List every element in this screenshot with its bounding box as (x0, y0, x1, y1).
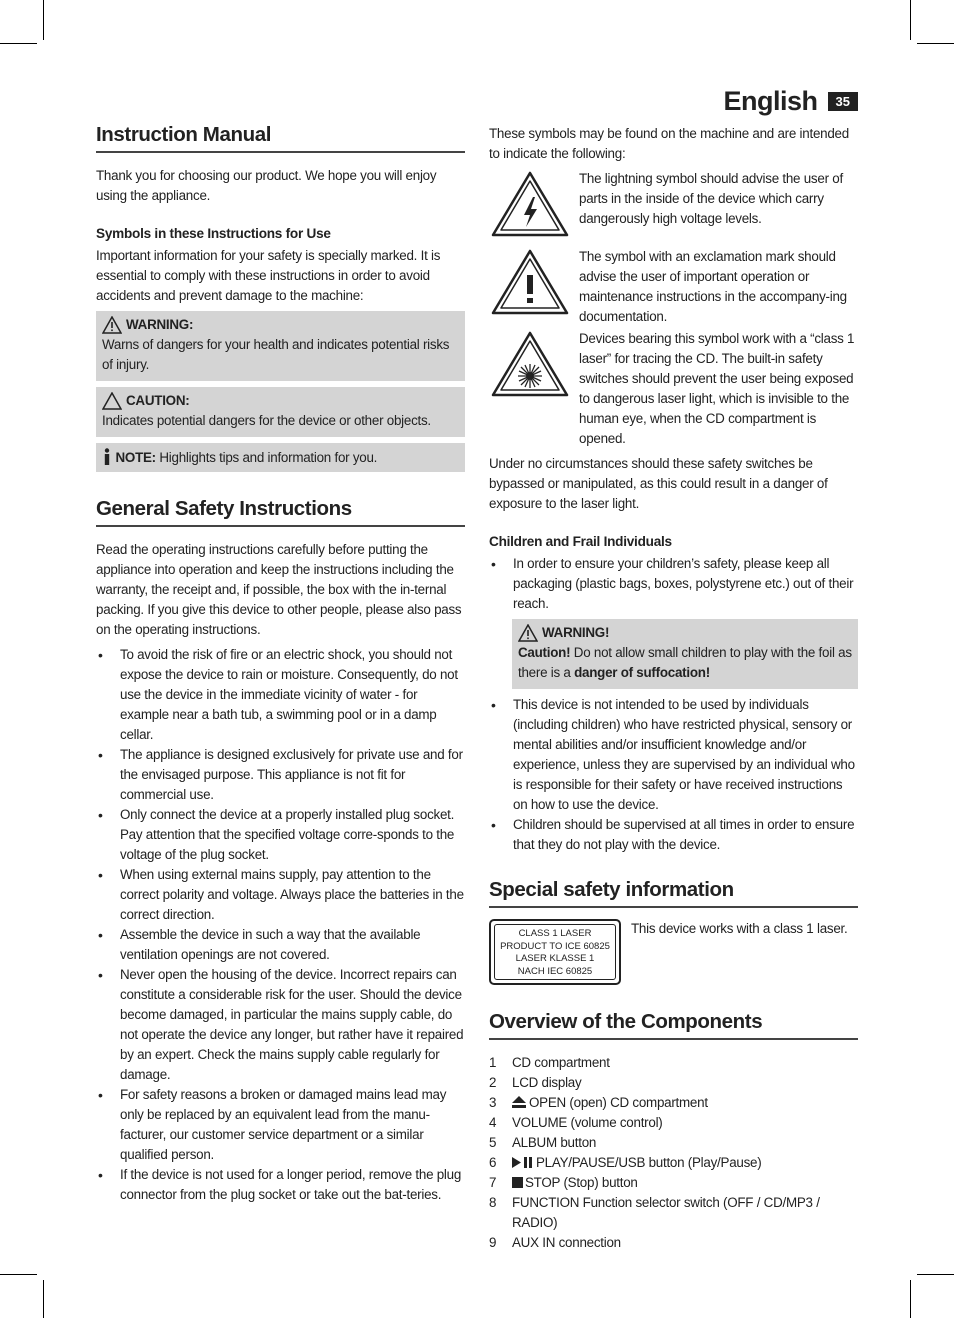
item-text-wrap (512, 1173, 858, 1193)
item-number: 9 (489, 1235, 497, 1250)
item-text-wrap (512, 1093, 858, 1113)
item-text: OPEN (open) CD compartment (529, 1095, 708, 1110)
switches-text: Under no circumstances should these safety switches be bypassed or manipulated, as this could result in a danger of exposure to the laser light. (489, 456, 828, 511)
children-warning-body (518, 643, 852, 683)
list-item (489, 1173, 858, 1193)
class1-laser-label (489, 919, 621, 985)
item-number: 8 (489, 1195, 497, 1210)
symbol-icon-cell (489, 169, 571, 237)
item-text-wrap (512, 1153, 858, 1173)
item-number: 4 (489, 1115, 497, 1130)
item-text: AUX IN connection (512, 1235, 621, 1250)
item-number: 3 (489, 1095, 497, 1110)
crop-mark (43, 0, 44, 40)
symbol-row-exclamation (489, 247, 858, 327)
crop-mark (0, 43, 37, 44)
general-safety-intro: Read the operating instructions carefully before putting the appliance into operation and keep the instructions including the warranty, the receipt and, if possible, the box with the in-ternal packing. If you give this device to other people, please also pass on the operating instructions. (96, 542, 462, 637)
laser-label-line: NACH IEC 60825 (517, 965, 593, 977)
children-list-2 (489, 695, 858, 855)
caution-label-row (102, 391, 459, 411)
item-text: VOLUME (volume control) (512, 1115, 663, 1130)
laser-symbol-text: Devices bearing this symbol work with a “class 1 laser” for tracing the CD. The built-in safety switches should prevent the user being exposed to dangerous laser light, which is invisible to the human eye, when the CD compartment is opened. (579, 331, 855, 446)
laser-label-inner (494, 924, 616, 980)
laser-label-line: CLASS 1 LASER (518, 928, 592, 939)
list-item (489, 1133, 858, 1153)
caution-triangle-icon (102, 392, 122, 410)
note-box (96, 443, 465, 472)
list-item (489, 1053, 858, 1073)
children-warning-box (512, 619, 858, 689)
item-text: PLAY/PAUSE/USB button (Play/Pause) (536, 1155, 762, 1170)
warning-label: WARNING: (126, 317, 194, 332)
exclamation-symbol-text: The symbol with an exclamation mark should advise the user of important operation or maintenance instructions in the accompany-ing documentation. (579, 249, 847, 324)
eject-icon (512, 1096, 526, 1108)
item-number: 2 (489, 1075, 497, 1090)
children-heading: Children and Frail Individuals (489, 534, 672, 549)
symbol-row-lightning (489, 169, 858, 237)
caution-box (96, 387, 465, 437)
caution-text: Indicates potential dangers for the device or other objects. (102, 413, 431, 428)
warning-label-row (102, 315, 459, 335)
components-list (489, 1053, 858, 1253)
exclamation-warning-icon (491, 249, 569, 315)
item-text: LCD display (512, 1075, 582, 1090)
crop-mark (917, 1274, 954, 1275)
lightning-symbol-text: The lightning symbol should advise the user of parts in the inside of the device which carry dangerously high voltage levels. (579, 171, 843, 226)
crop-mark (43, 1280, 44, 1318)
laser-label-line: LASER KLASSE 1 (515, 953, 595, 964)
caution-word: Caution! (518, 645, 571, 660)
item-text: STOP (Stop) button (525, 1175, 638, 1190)
crop-mark (910, 1280, 911, 1318)
list-item (489, 1093, 858, 1113)
note-text: Highlights tips and information for you. (159, 450, 378, 465)
special-safety-text: This device works with a class 1 laser. (631, 921, 848, 936)
list-item: • In order to ensure your children’s safety, please keep all packaging (plastic bags, boxes, polystyrene etc.) out of their reach. (489, 554, 858, 614)
laser-label-line: PRODUCT TO ICE 60825 (500, 940, 610, 952)
list-item (489, 1113, 858, 1133)
laser-label-row (489, 919, 858, 985)
item-number: 6 (489, 1155, 497, 1170)
item-text: ALBUM button (512, 1135, 597, 1150)
item-number: 5 (489, 1135, 497, 1150)
info-icon (102, 448, 112, 465)
list-item (489, 1073, 858, 1093)
general-safety-list (96, 645, 465, 1205)
page-number: 35 (828, 92, 858, 111)
symbols-intro: These symbols may be found on the machine and are intended to indicate the following: (489, 126, 849, 161)
warning-triangle-icon (102, 316, 122, 334)
children-warning-label: WARNING! (542, 625, 610, 640)
lightning-warning-icon (491, 171, 569, 237)
instruction-manual-heading: Instruction Manual (96, 122, 465, 153)
intro-text: Thank you for choosing our product. We hope you will enjoy using the appliance. (96, 168, 437, 203)
symbol-row-laser (489, 329, 858, 449)
warning-box (96, 311, 465, 381)
list-item: • Only connect the device at a properly installed plug socket. Pay attention that the specified voltage corre-sponds to the voltage of the plug socket. (96, 805, 465, 865)
symbols-heading: Symbols in these Instructions for Use (96, 226, 331, 241)
item-text: CD compartment (512, 1055, 610, 1070)
list-item (489, 1153, 858, 1173)
item-number: 7 (489, 1175, 497, 1190)
warning-triangle-icon (518, 624, 538, 642)
overview-heading: Overview of the Components (489, 1009, 858, 1040)
list-item: • Assemble the device in such a way that the available ventilation openings are not covered. (96, 925, 465, 965)
children-warning-label-row (518, 623, 852, 643)
list-item: • When using external mains supply, pay attention to the correct polarity and voltage. Always place the batteries in the correct direction. (96, 865, 465, 925)
children-warning-text: Do not allow small children to play with the foil as there is a (518, 645, 852, 680)
left-column (96, 122, 465, 1205)
page-header (724, 86, 858, 117)
crop-mark (917, 43, 954, 44)
crop-mark (0, 1274, 37, 1275)
list-item: • Never open the housing of the device. Incorrect repairs can constitute a considerable risk for the user. Should the device become damaged, in particular the mains supply cable, do not operate the device any longer, but rather have it repaired by an expert. Check the mains supply cable regularly for damage. (96, 965, 465, 1085)
children-list (489, 554, 858, 614)
crop-mark (910, 0, 911, 40)
laser-warning-icon (491, 331, 569, 397)
suffocation-warning: danger of suffocation! (574, 665, 710, 680)
list-item: • The appliance is designed exclusively for private use and for the envisaged purpose. This appliance is not fit for commercial use. (96, 745, 465, 805)
note-label: NOTE: (115, 450, 156, 465)
special-safety-heading: Special safety information (489, 877, 858, 908)
stop-icon (512, 1177, 523, 1188)
list-item (489, 1233, 858, 1253)
list-item: • This device is not intended to be used by individuals (including children) who have restricted physical, sensory or mental abilities and/or insufficient knowledge and/or experience, unless they are supervised by an individual who is responsible for their safety or have received instructions on how to use the device. (489, 695, 858, 815)
list-item: • If the device is not used for a longer period, remove the plug connector from the plug socket or take out the bat-teries. (96, 1165, 465, 1205)
play-pause-icon (512, 1157, 534, 1168)
list-item: • To avoid the risk of fire or an electric shock, you should not expose the device to rain or moisture. Consequently, do not use the device in the immediate vicinity of water - for example near a bath tub, a swimming pool or in a damp cellar. (96, 645, 465, 745)
caution-label: CAUTION: (126, 393, 190, 408)
item-text: FUNCTION Function selector switch (OFF / CD/MP3 / RADIO) (512, 1195, 820, 1230)
list-item: • Children should be supervised at all times in order to ensure that they do not play with the device. (489, 815, 858, 855)
item-number: 1 (489, 1055, 497, 1070)
language-title: English (723, 86, 818, 116)
warning-text: Warns of dangers for your health and indicates potential risks of injury. (102, 337, 450, 372)
symbols-text: Important information for your safety is specially marked. It is essential to comply with these instructions in order to avoid accidents and prevent damage to the machine: (96, 248, 441, 303)
symbol-icon-cell (489, 329, 571, 449)
list-item: • For safety reasons a broken or damaged mains lead may only be replaced by an equivalent lead from the manu-facturer, our customer service department or a similar qualified person. (96, 1085, 465, 1165)
symbol-icon-cell (489, 247, 571, 327)
general-safety-heading: General Safety Instructions (96, 496, 465, 527)
list-item (489, 1193, 858, 1233)
right-column (489, 124, 858, 1253)
